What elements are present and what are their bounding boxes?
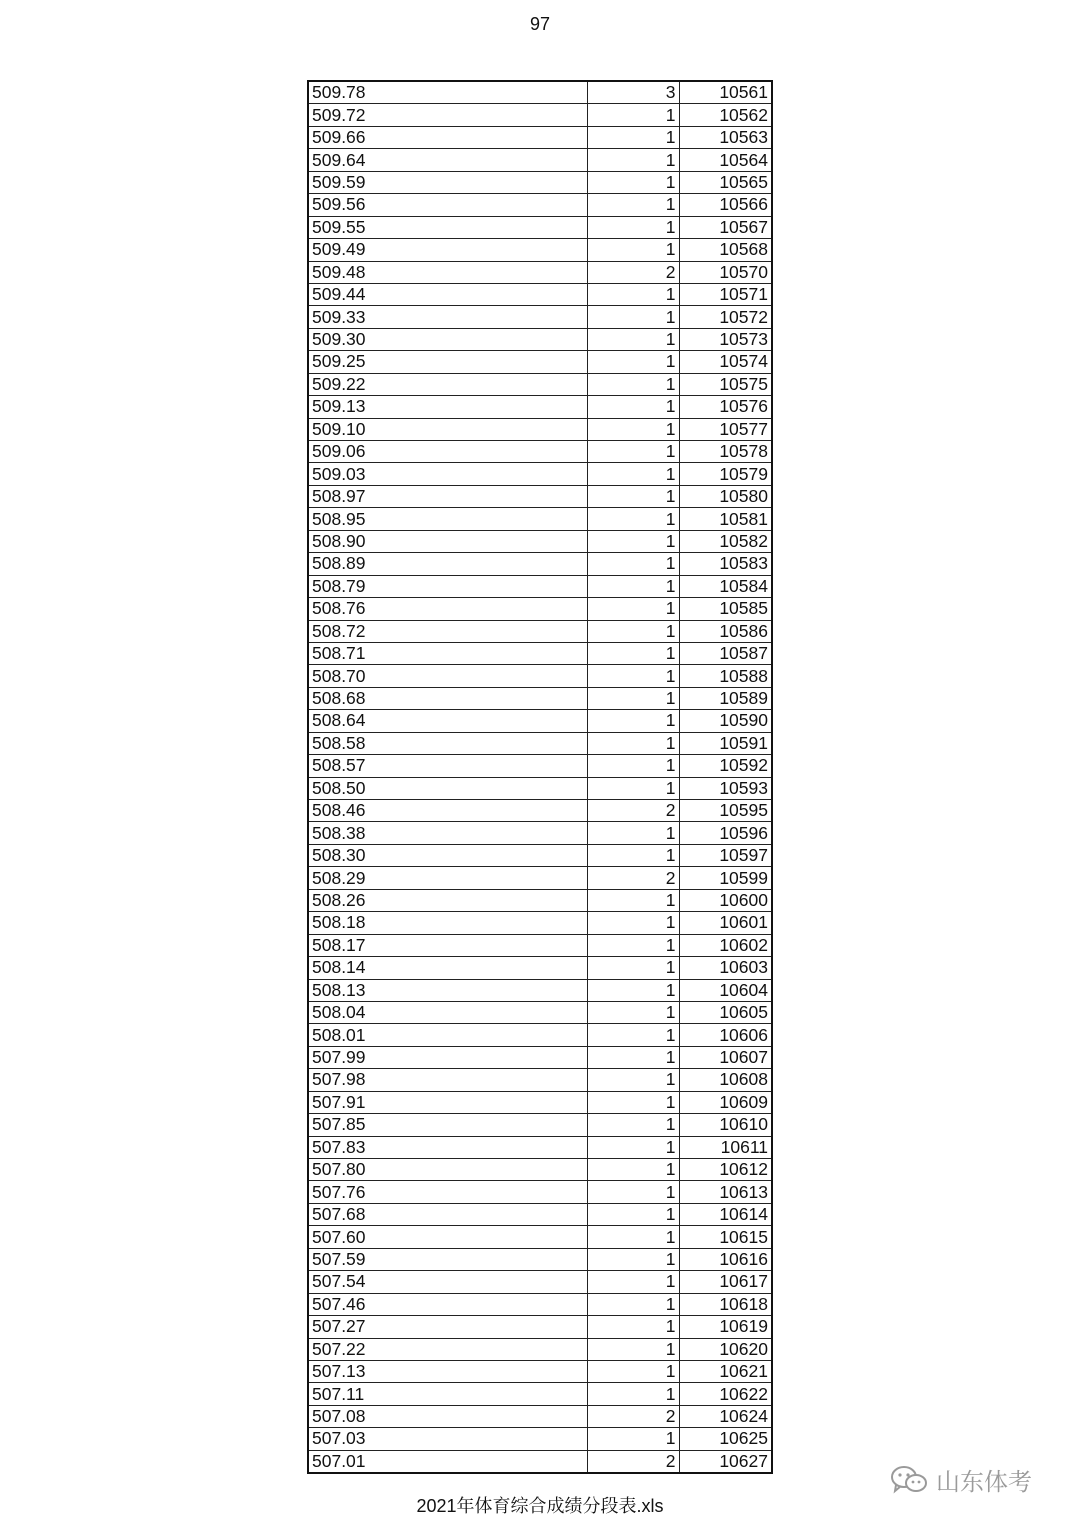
rank-cell: 10597	[679, 844, 772, 866]
count-cell: 1	[587, 1226, 679, 1248]
table-row	[308, 889, 772, 911]
count-cell: 1	[587, 732, 679, 754]
rank-cell: 10616	[679, 1248, 772, 1270]
rank-cell: 10613	[679, 1181, 772, 1203]
rank-cell: 10589	[679, 687, 772, 709]
score-cell: 507.59	[308, 1248, 587, 1270]
score-cell: 508.72	[308, 620, 587, 642]
score-cell: 507.54	[308, 1271, 587, 1293]
score-cell: 508.29	[308, 867, 587, 889]
table-row	[308, 844, 772, 866]
table-row	[308, 912, 772, 934]
table-row	[308, 598, 772, 620]
score-cell: 509.72	[308, 104, 587, 126]
count-cell: 1	[587, 934, 679, 956]
score-cell: 508.01	[308, 1024, 587, 1046]
rank-cell: 10574	[679, 351, 772, 373]
rank-cell: 10585	[679, 598, 772, 620]
rank-cell: 10591	[679, 732, 772, 754]
count-cell: 1	[587, 1248, 679, 1270]
rank-cell: 10579	[679, 463, 772, 485]
score-cell: 507.98	[308, 1069, 587, 1091]
rank-cell: 10584	[679, 575, 772, 597]
score-cell: 508.79	[308, 575, 587, 597]
table-row	[308, 463, 772, 485]
count-cell: 1	[587, 1046, 679, 1068]
score-cell: 509.44	[308, 283, 587, 305]
count-cell: 1	[587, 755, 679, 777]
score-cell: 507.91	[308, 1091, 587, 1113]
score-cell: 507.76	[308, 1181, 587, 1203]
table-row	[308, 957, 772, 979]
count-cell: 2	[587, 1450, 679, 1473]
footer-file-title: 2021年体育综合成绩分段表.xls	[416, 1496, 664, 1516]
score-cell: 507.08	[308, 1405, 587, 1427]
count-cell: 1	[587, 1069, 679, 1091]
rank-cell: 10592	[679, 755, 772, 777]
table-row	[308, 687, 772, 709]
table-row	[308, 979, 772, 1001]
score-cell: 509.06	[308, 441, 587, 463]
score-cell: 507.83	[308, 1136, 587, 1158]
table-row	[308, 1024, 772, 1046]
rank-cell: 10587	[679, 642, 772, 664]
count-cell: 1	[587, 889, 679, 911]
table-row	[308, 1316, 772, 1338]
score-cell: 509.13	[308, 396, 587, 418]
rank-cell: 10565	[679, 171, 772, 193]
table-row	[308, 1338, 772, 1360]
score-cell: 508.18	[308, 912, 587, 934]
table-row	[308, 777, 772, 799]
score-cell: 508.50	[308, 777, 587, 799]
rank-cell: 10596	[679, 822, 772, 844]
count-cell: 1	[587, 979, 679, 1001]
table-row	[308, 283, 772, 305]
table-row	[308, 216, 772, 238]
table-row	[308, 1091, 772, 1113]
score-cell: 509.33	[308, 306, 587, 328]
rank-cell: 10564	[679, 149, 772, 171]
rank-cell: 10566	[679, 194, 772, 216]
count-cell: 1	[587, 665, 679, 687]
table-row	[308, 351, 772, 373]
count-cell: 1	[587, 171, 679, 193]
table-row	[308, 1405, 772, 1427]
score-cell: 508.14	[308, 957, 587, 979]
rank-cell: 10581	[679, 508, 772, 530]
score-cell: 507.85	[308, 1114, 587, 1136]
score-cell: 509.10	[308, 418, 587, 440]
rank-cell: 10622	[679, 1383, 772, 1405]
score-cell: 508.90	[308, 530, 587, 552]
watermark	[890, 1462, 1032, 1497]
count-cell: 1	[587, 508, 679, 530]
count-cell: 1	[587, 239, 679, 261]
score-cell: 508.71	[308, 642, 587, 664]
table-row	[308, 1181, 772, 1203]
rank-cell: 10600	[679, 889, 772, 911]
table-row	[308, 1203, 772, 1225]
table-row	[308, 126, 772, 148]
score-cell: 509.64	[308, 149, 587, 171]
rank-cell: 10575	[679, 373, 772, 395]
table-row	[308, 732, 772, 754]
count-cell: 1	[587, 1203, 679, 1225]
score-cell: 507.11	[308, 1383, 587, 1405]
score-cell: 508.68	[308, 687, 587, 709]
rank-cell: 10618	[679, 1293, 772, 1315]
table-row	[308, 620, 772, 642]
rank-cell: 10606	[679, 1024, 772, 1046]
rank-cell: 10567	[679, 216, 772, 238]
count-cell: 1	[587, 822, 679, 844]
score-cell: 509.56	[308, 194, 587, 216]
table-row	[308, 306, 772, 328]
count-cell: 1	[587, 418, 679, 440]
count-cell: 1	[587, 441, 679, 463]
rank-cell: 10611	[679, 1136, 772, 1158]
table-row	[308, 665, 772, 687]
count-cell: 1	[587, 912, 679, 934]
count-cell: 1	[587, 328, 679, 350]
rank-cell: 10595	[679, 800, 772, 822]
score-cell: 508.76	[308, 598, 587, 620]
rank-cell: 10608	[679, 1069, 772, 1091]
count-cell: 1	[587, 553, 679, 575]
table-row	[308, 1001, 772, 1023]
rank-cell: 10588	[679, 665, 772, 687]
rank-cell: 10614	[679, 1203, 772, 1225]
count-cell: 1	[587, 1114, 679, 1136]
score-cell: 508.30	[308, 844, 587, 866]
table-row	[308, 508, 772, 530]
count-cell: 3	[587, 81, 679, 104]
table-row	[308, 710, 772, 732]
score-cell: 509.48	[308, 261, 587, 283]
page-number: 97	[529, 14, 551, 34]
table-row	[308, 1248, 772, 1270]
rank-cell: 10627	[679, 1450, 772, 1473]
rank-cell: 10603	[679, 957, 772, 979]
rank-cell: 10621	[679, 1360, 772, 1382]
table-row	[308, 81, 772, 104]
score-cell: 508.89	[308, 553, 587, 575]
watermark-text: 山东体考	[936, 1469, 1032, 1496]
score-cell: 508.38	[308, 822, 587, 844]
count-cell: 1	[587, 1428, 679, 1450]
score-cell: 508.95	[308, 508, 587, 530]
score-cell: 509.66	[308, 126, 587, 148]
table-row	[308, 867, 772, 889]
score-distribution-table	[307, 80, 773, 1474]
rank-cell: 10612	[679, 1159, 772, 1181]
count-cell: 1	[587, 710, 679, 732]
score-cell: 509.59	[308, 171, 587, 193]
score-cell: 508.17	[308, 934, 587, 956]
score-cell: 507.03	[308, 1428, 587, 1450]
count-cell: 1	[587, 575, 679, 597]
count-cell: 1	[587, 194, 679, 216]
rank-cell: 10609	[679, 1091, 772, 1113]
rank-cell: 10578	[679, 441, 772, 463]
table-row	[308, 1360, 772, 1382]
count-cell: 1	[587, 620, 679, 642]
score-cell: 509.03	[308, 463, 587, 485]
score-cell: 509.55	[308, 216, 587, 238]
table-row	[308, 530, 772, 552]
table-row	[308, 239, 772, 261]
rank-cell: 10601	[679, 912, 772, 934]
count-cell: 1	[587, 1181, 679, 1203]
score-cell: 507.80	[308, 1159, 587, 1181]
count-cell: 1	[587, 1136, 679, 1158]
count-cell: 1	[587, 687, 679, 709]
score-cell: 508.57	[308, 755, 587, 777]
rank-cell: 10624	[679, 1405, 772, 1427]
count-cell: 1	[587, 283, 679, 305]
count-cell: 1	[587, 1159, 679, 1181]
score-cell: 507.99	[308, 1046, 587, 1068]
table-row	[308, 1428, 772, 1450]
rank-cell: 10590	[679, 710, 772, 732]
rank-cell: 10563	[679, 126, 772, 148]
rank-cell: 10615	[679, 1226, 772, 1248]
count-cell: 1	[587, 396, 679, 418]
score-cell: 509.30	[308, 328, 587, 350]
score-cell: 509.25	[308, 351, 587, 373]
rank-cell: 10580	[679, 485, 772, 507]
score-cell: 509.22	[308, 373, 587, 395]
score-cell: 507.60	[308, 1226, 587, 1248]
score-cell: 508.04	[308, 1001, 587, 1023]
table-row	[308, 1383, 772, 1405]
rank-cell: 10573	[679, 328, 772, 350]
wechat-icon	[890, 1465, 928, 1495]
count-cell: 1	[587, 1293, 679, 1315]
table-row	[308, 149, 772, 171]
score-cell: 507.22	[308, 1338, 587, 1360]
table-row	[308, 441, 772, 463]
table-row	[308, 1293, 772, 1315]
count-cell: 1	[587, 149, 679, 171]
table-row	[308, 1069, 772, 1091]
table-row	[308, 171, 772, 193]
table-row	[308, 642, 772, 664]
count-cell: 1	[587, 1338, 679, 1360]
score-cell: 508.26	[308, 889, 587, 911]
table-row	[308, 1114, 772, 1136]
rank-cell: 10561	[679, 81, 772, 104]
rank-cell: 10582	[679, 530, 772, 552]
score-cell: 507.46	[308, 1293, 587, 1315]
count-cell: 1	[587, 1316, 679, 1338]
rank-cell: 10620	[679, 1338, 772, 1360]
rank-cell: 10586	[679, 620, 772, 642]
table-row	[308, 261, 772, 283]
count-cell: 1	[587, 957, 679, 979]
rank-cell: 10599	[679, 867, 772, 889]
table-row	[308, 800, 772, 822]
count-cell: 1	[587, 126, 679, 148]
count-cell: 2	[587, 800, 679, 822]
score-cell: 509.78	[308, 81, 587, 104]
table-row	[308, 1136, 772, 1158]
rank-cell: 10607	[679, 1046, 772, 1068]
score-cell: 507.01	[308, 1450, 587, 1473]
count-cell: 1	[587, 598, 679, 620]
score-cell: 507.13	[308, 1360, 587, 1382]
rank-cell: 10570	[679, 261, 772, 283]
count-cell: 1	[587, 373, 679, 395]
count-cell: 1	[587, 216, 679, 238]
score-cell: 508.97	[308, 485, 587, 507]
count-cell: 1	[587, 1360, 679, 1382]
table-row	[308, 418, 772, 440]
count-cell: 1	[587, 463, 679, 485]
count-cell: 1	[587, 844, 679, 866]
score-cell: 509.49	[308, 239, 587, 261]
score-cell: 508.70	[308, 665, 587, 687]
rank-cell: 10583	[679, 553, 772, 575]
count-cell: 1	[587, 306, 679, 328]
count-cell: 1	[587, 351, 679, 373]
rank-cell: 10593	[679, 777, 772, 799]
rank-cell: 10576	[679, 396, 772, 418]
rank-cell: 10571	[679, 283, 772, 305]
table-row	[308, 575, 772, 597]
table-row	[308, 553, 772, 575]
table-row	[308, 485, 772, 507]
rank-cell: 10602	[679, 934, 772, 956]
table-row	[308, 1226, 772, 1248]
rank-cell: 10562	[679, 104, 772, 126]
count-cell: 1	[587, 104, 679, 126]
count-cell: 1	[587, 485, 679, 507]
rank-cell: 10605	[679, 1001, 772, 1023]
table-row	[308, 934, 772, 956]
score-cell: 508.58	[308, 732, 587, 754]
count-cell: 1	[587, 777, 679, 799]
count-cell: 1	[587, 1091, 679, 1113]
count-cell: 1	[587, 530, 679, 552]
score-cell: 508.13	[308, 979, 587, 1001]
count-cell: 2	[587, 1405, 679, 1427]
rank-cell: 10617	[679, 1271, 772, 1293]
score-cell: 508.46	[308, 800, 587, 822]
table-row	[308, 1046, 772, 1068]
score-cell: 507.68	[308, 1203, 587, 1225]
table-row	[308, 1271, 772, 1293]
table-row	[308, 396, 772, 418]
table-row	[308, 104, 772, 126]
count-cell: 1	[587, 1024, 679, 1046]
count-cell: 2	[587, 867, 679, 889]
count-cell: 2	[587, 261, 679, 283]
rank-cell: 10625	[679, 1428, 772, 1450]
count-cell: 1	[587, 1271, 679, 1293]
table-row	[308, 373, 772, 395]
rank-cell: 10577	[679, 418, 772, 440]
count-cell: 1	[587, 1383, 679, 1405]
count-cell: 1	[587, 642, 679, 664]
rank-cell: 10568	[679, 239, 772, 261]
table-row	[308, 194, 772, 216]
table-row	[308, 1159, 772, 1181]
table-row	[308, 822, 772, 844]
table-row	[308, 755, 772, 777]
score-cell: 508.64	[308, 710, 587, 732]
table-row	[308, 328, 772, 350]
count-cell: 1	[587, 1001, 679, 1023]
rank-cell: 10610	[679, 1114, 772, 1136]
table-row	[308, 1450, 772, 1473]
table-body	[308, 81, 772, 1473]
rank-cell: 10604	[679, 979, 772, 1001]
score-cell: 507.27	[308, 1316, 587, 1338]
rank-cell: 10572	[679, 306, 772, 328]
rank-cell: 10619	[679, 1316, 772, 1338]
